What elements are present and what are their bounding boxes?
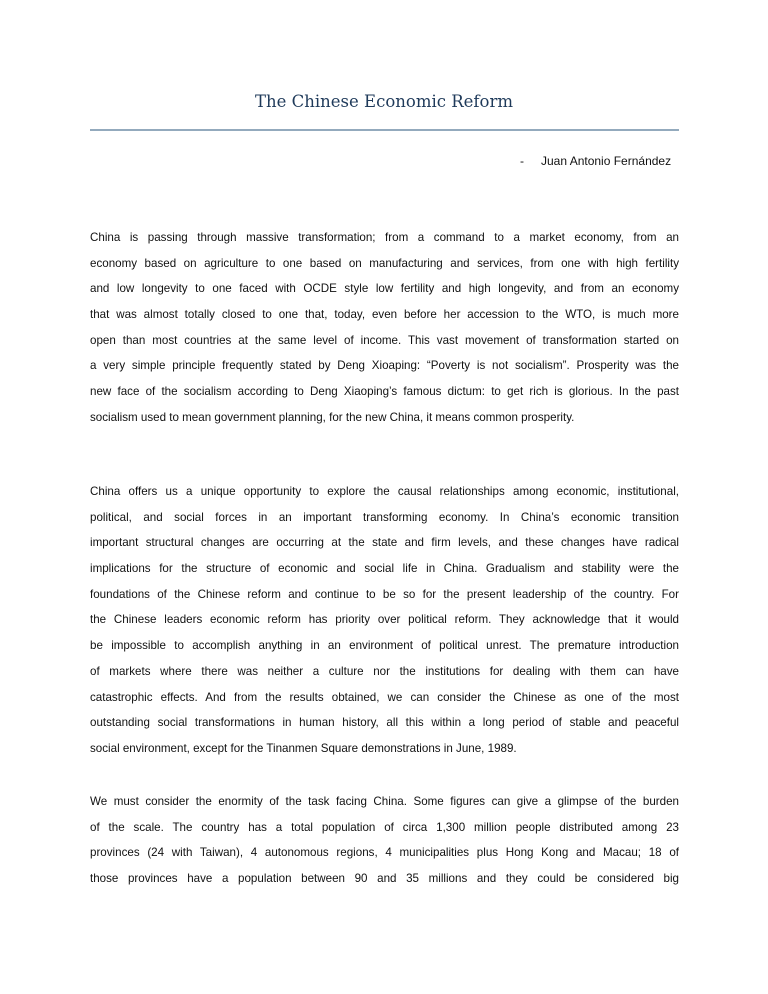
text-line: provinces (24 with Taiwan), 4 autonomous regions, 4 municipalities plus Hong Kong and Macau; 18 of [90,846,679,860]
author-dash: - [520,154,524,168]
text-line: of markets where there was neither a culture nor the institutions for dealing with them can have [90,664,679,678]
author-name: Juan Antonio Fernández [541,154,672,168]
text-line: be impossible to accomplish anything in an environment of political unrest. The premature introduction [90,639,679,653]
text-line: outstanding social transformations in human history, all this within a long period of stable and peaceful [90,716,679,730]
text-line: the Chinese leaders economic reform has priority over political reform. They acknowledge that it would [90,613,679,627]
paragraph-1 [90,229,679,435]
text-line: open than most countries at the same level of income. This vast movement of transformation started on [90,333,679,347]
text-line: new face of the socialism according to Deng Xiaoping’s famous dictum: to get rich is glorious. In the past [90,385,679,399]
text-line: implications for the structure of economic and social life in China. Gradualism and stability were the [90,562,679,576]
text-line: social environment, except for the Tinanmen Square demonstrations in June, 1989. [90,741,517,755]
text-line: catastrophic effects. And from the results obtained, we can consider the Chinese as one of the most [90,690,679,704]
paragraph-2 [90,483,679,766]
text-line: political, and social forces in an important transforming economy. In China’s economic transition [90,510,679,524]
text-line: important structural changes are occurring at the state and firm levels, and these changes have radical [90,536,679,550]
text-line: that was almost totally closed to one that, today, even before her accession to the WTO, is much more [90,308,679,322]
text-line: We must consider the enormity of the task facing China. Some figures can give a glimpse of the burden [90,795,679,808]
text-line: China offers us a unique opportunity to explore the causal relationships among economic, institutional, [90,485,679,498]
text-line: foundations of the Chinese reform and continue to be so for the present leadership of the country. For [90,587,679,601]
text-line: and low longevity to one faced with OCDE style low fertility and high longevity, and from an economy [90,282,679,296]
text-line: those provinces have a population between 90 and 35 millions and they could be considered big [90,872,679,886]
text-line: China is passing through massive transformation; from a command to a market economy, from an [90,231,679,244]
text-line: a very simple principle frequently stated by Deng Xioaping: “Poverty is not socialism”. Prosperity was the [90,359,679,373]
text-line: economy based on agriculture to one based on manufacturing and services, from one with high fertility [90,256,679,270]
text-line: of the scale. The country has a total population of circa 1,300 million people distributed among 23 [90,820,679,834]
title-divider [90,129,679,131]
paragraph-3 [90,793,679,896]
document-title: The Chinese Economic Reform [255,92,513,111]
text-line: socialism used to mean government planning, for the new China, it means common prosperity. [90,410,575,424]
